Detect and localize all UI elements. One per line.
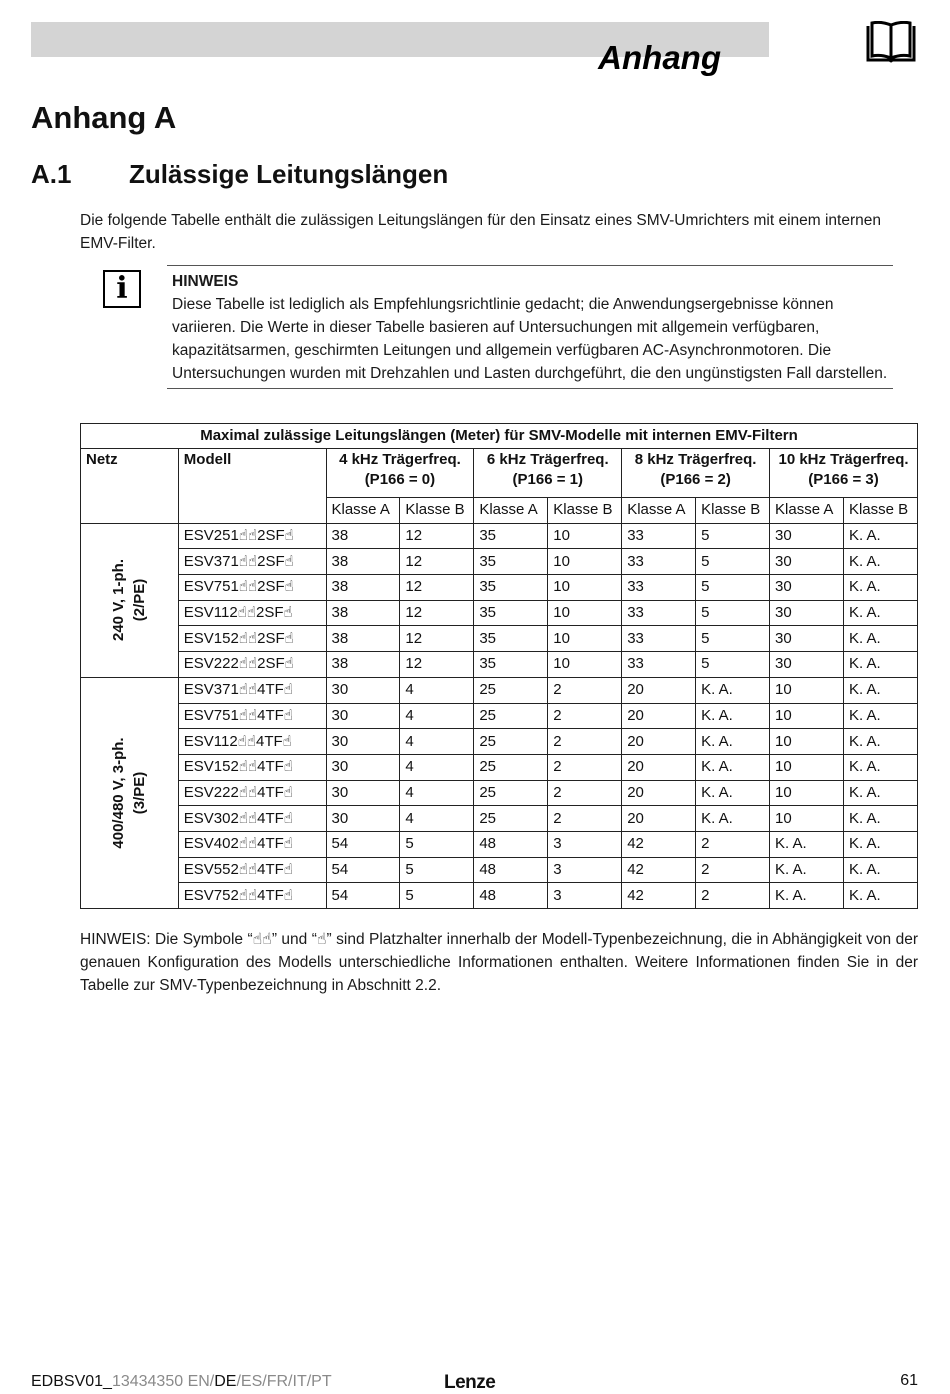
value-cell: 38 bbox=[326, 652, 400, 678]
value-cell: 35 bbox=[474, 575, 548, 601]
value-cell: 48 bbox=[474, 883, 548, 909]
value-cell: K. A. bbox=[696, 729, 770, 755]
value-cell: 12 bbox=[400, 575, 474, 601]
value-cell: 3 bbox=[548, 831, 622, 857]
value-cell: 10 bbox=[548, 652, 622, 678]
value-cell: 4 bbox=[400, 703, 474, 729]
value-cell: 10 bbox=[770, 677, 844, 703]
header-class-a: Klasse A bbox=[474, 498, 548, 524]
value-cell: 20 bbox=[622, 754, 696, 780]
netz-label: 400/480 V, 3-ph. (3/PE) bbox=[110, 737, 149, 849]
value-cell: 30 bbox=[326, 754, 400, 780]
model-cell: ESV402☝☝4TF☝ bbox=[178, 831, 326, 857]
table-row bbox=[81, 754, 918, 780]
value-cell: 20 bbox=[622, 703, 696, 729]
book-icon bbox=[865, 21, 917, 63]
value-cell: 38 bbox=[326, 523, 400, 549]
value-cell: 35 bbox=[474, 523, 548, 549]
value-cell: 33 bbox=[622, 600, 696, 626]
value-cell: 42 bbox=[622, 857, 696, 883]
value-cell: K. A. bbox=[843, 626, 917, 652]
value-cell: 2 bbox=[548, 780, 622, 806]
value-cell: 35 bbox=[474, 652, 548, 678]
value-cell: 3 bbox=[548, 883, 622, 909]
value-cell: 25 bbox=[474, 703, 548, 729]
value-cell: 30 bbox=[326, 703, 400, 729]
value-cell: 2 bbox=[696, 857, 770, 883]
table-row bbox=[81, 600, 918, 626]
value-cell: 2 bbox=[696, 831, 770, 857]
model-cell: ESV152☝☝2SF☝ bbox=[178, 626, 326, 652]
netz-group-cell bbox=[81, 523, 179, 677]
model-cell: ESV152☝☝4TF☝ bbox=[178, 754, 326, 780]
header-class-b: Klasse B bbox=[548, 498, 622, 524]
value-cell: 20 bbox=[622, 729, 696, 755]
value-cell: 20 bbox=[622, 806, 696, 832]
value-cell: 12 bbox=[400, 652, 474, 678]
header-class-b: Klasse B bbox=[400, 498, 474, 524]
value-cell: 25 bbox=[474, 806, 548, 832]
value-cell: 5 bbox=[400, 883, 474, 909]
value-cell: K. A. bbox=[843, 857, 917, 883]
value-cell: 30 bbox=[326, 780, 400, 806]
value-cell: 42 bbox=[622, 831, 696, 857]
value-cell: 12 bbox=[400, 600, 474, 626]
value-cell: K. A. bbox=[770, 831, 844, 857]
value-cell: 25 bbox=[474, 780, 548, 806]
value-cell: K. A. bbox=[843, 703, 917, 729]
value-cell: 2 bbox=[548, 729, 622, 755]
value-cell: 38 bbox=[326, 575, 400, 601]
value-cell: K. A. bbox=[843, 575, 917, 601]
table-row bbox=[81, 523, 918, 549]
header-class-a: Klasse A bbox=[326, 498, 400, 524]
table-row bbox=[81, 806, 918, 832]
value-cell: 30 bbox=[770, 626, 844, 652]
value-cell: 4 bbox=[400, 729, 474, 755]
value-cell: 30 bbox=[770, 523, 844, 549]
value-cell: 3 bbox=[548, 857, 622, 883]
table-row bbox=[81, 549, 918, 575]
netz-group-cell bbox=[81, 677, 179, 908]
value-cell: 54 bbox=[326, 857, 400, 883]
value-cell: 35 bbox=[474, 549, 548, 575]
model-cell: ESV222☝☝2SF☝ bbox=[178, 652, 326, 678]
value-cell: 10 bbox=[548, 549, 622, 575]
footer-doc-id: EDBSV01_13434350 EN/DE/ES/FR/IT/PT bbox=[31, 1373, 332, 1390]
model-cell: ESV371☝☝4TF☝ bbox=[178, 677, 326, 703]
value-cell: 10 bbox=[548, 600, 622, 626]
value-cell: 5 bbox=[696, 523, 770, 549]
value-cell: 20 bbox=[622, 677, 696, 703]
header-netz: Netz bbox=[81, 449, 179, 524]
value-cell: 10 bbox=[770, 806, 844, 832]
value-cell: 30 bbox=[770, 600, 844, 626]
header-class-a: Klasse A bbox=[770, 498, 844, 524]
model-cell: ESV751☝☝2SF☝ bbox=[178, 575, 326, 601]
value-cell: 12 bbox=[400, 523, 474, 549]
value-cell: 33 bbox=[622, 652, 696, 678]
page-number: 61 bbox=[900, 1372, 918, 1389]
value-cell: 12 bbox=[400, 626, 474, 652]
value-cell: 38 bbox=[326, 549, 400, 575]
value-cell: K. A. bbox=[843, 780, 917, 806]
section-heading bbox=[31, 156, 448, 192]
value-cell: 10 bbox=[770, 703, 844, 729]
header-freq-10khz: 10 kHz Trägerfreq. (P166 = 3) bbox=[770, 449, 918, 498]
value-cell: 42 bbox=[622, 883, 696, 909]
netz-label: 240 V, 1-ph. (2/PE) bbox=[110, 559, 149, 642]
header-class-a: Klasse A bbox=[622, 498, 696, 524]
table-caption-row bbox=[81, 424, 918, 449]
table-row bbox=[81, 626, 918, 652]
value-cell: 10 bbox=[770, 729, 844, 755]
table-row bbox=[81, 831, 918, 857]
value-cell: 38 bbox=[326, 600, 400, 626]
model-cell: ESV552☝☝4TF☝ bbox=[178, 857, 326, 883]
value-cell: K. A. bbox=[843, 677, 917, 703]
value-cell: 30 bbox=[326, 729, 400, 755]
value-cell: 48 bbox=[474, 831, 548, 857]
note-text: Diese Tabelle ist lediglich als Empfehlungsrichtlinie gedacht; die Anwendungsergebnisse können variieren. Die Werte in dieser Tabelle basieren auf Untersuchungen mit allgemein verfügbaren, kapazitätsarmen, geschirmten Leitungen und allgemein verfügbaren AC-Asynchronmotoren. Die Untersuchungen wurden mit Drehzahlen und Lasten durchgeführt, die den ungünstigsten Fall darstellen. bbox=[172, 296, 888, 382]
section-number: A.1 bbox=[31, 159, 72, 189]
table-row bbox=[81, 703, 918, 729]
table-row bbox=[81, 729, 918, 755]
header-freq-8khz: 8 kHz Trägerfreq. (P166 = 2) bbox=[622, 449, 770, 498]
model-cell: ESV222☝☝4TF☝ bbox=[178, 780, 326, 806]
table-row bbox=[81, 677, 918, 703]
value-cell: 48 bbox=[474, 857, 548, 883]
value-cell: 30 bbox=[770, 575, 844, 601]
value-cell: 4 bbox=[400, 780, 474, 806]
value-cell: 33 bbox=[622, 626, 696, 652]
lenze-logo: Lenze bbox=[444, 1372, 496, 1393]
value-cell: 4 bbox=[400, 754, 474, 780]
note-title: HINWEIS bbox=[172, 273, 239, 290]
cable-length-table bbox=[80, 423, 918, 909]
page-heading: Anhang A bbox=[31, 100, 177, 135]
value-cell: 30 bbox=[326, 677, 400, 703]
model-cell: ESV112☝☝2SF☝ bbox=[178, 600, 326, 626]
value-cell: 30 bbox=[770, 652, 844, 678]
value-cell: 25 bbox=[474, 677, 548, 703]
value-cell: K. A. bbox=[843, 883, 917, 909]
value-cell: 5 bbox=[400, 831, 474, 857]
model-cell: ESV302☝☝4TF☝ bbox=[178, 806, 326, 832]
header-title: Anhang bbox=[598, 39, 721, 76]
value-cell: K. A. bbox=[696, 677, 770, 703]
value-cell: K. A. bbox=[843, 831, 917, 857]
model-cell: ESV751☝☝4TF☝ bbox=[178, 703, 326, 729]
table-row bbox=[81, 883, 918, 909]
value-cell: 33 bbox=[622, 549, 696, 575]
header-freq-6khz: 6 kHz Trägerfreq. (P166 = 1) bbox=[474, 449, 622, 498]
value-cell: K. A. bbox=[696, 806, 770, 832]
value-cell: K. A. bbox=[843, 600, 917, 626]
header-class-b: Klasse B bbox=[696, 498, 770, 524]
value-cell: K. A. bbox=[843, 806, 917, 832]
value-cell: K. A. bbox=[843, 729, 917, 755]
value-cell: 25 bbox=[474, 754, 548, 780]
note-box bbox=[167, 265, 893, 389]
value-cell: 5 bbox=[400, 857, 474, 883]
value-cell: 20 bbox=[622, 780, 696, 806]
value-cell: K. A. bbox=[696, 780, 770, 806]
value-cell: K. A. bbox=[843, 652, 917, 678]
value-cell: K. A. bbox=[696, 754, 770, 780]
value-cell: K. A. bbox=[770, 883, 844, 909]
value-cell: 35 bbox=[474, 626, 548, 652]
table-row bbox=[81, 652, 918, 678]
info-icon: i bbox=[103, 270, 141, 308]
model-cell: ESV371☝☝2SF☝ bbox=[178, 549, 326, 575]
value-cell: 4 bbox=[400, 677, 474, 703]
value-cell: 5 bbox=[696, 652, 770, 678]
value-cell: 30 bbox=[770, 549, 844, 575]
value-cell: 2 bbox=[548, 754, 622, 780]
value-cell: K. A. bbox=[843, 523, 917, 549]
value-cell: 5 bbox=[696, 600, 770, 626]
value-cell: 12 bbox=[400, 549, 474, 575]
value-cell: 54 bbox=[326, 831, 400, 857]
footnote: HINWEIS: Die Symbole “☝☝” und “☝” sind Platzhalter innerhalb der Modell-Typenbezeichnung, die in Abhängigkeit von der genauen Konfiguration des Modells unterschiedliche Informationen enthalten. Weitere Informationen finden Sie in der Tabelle zur SMV-Typenbezeichnung in Abschnitt 2.2. bbox=[80, 931, 918, 994]
value-cell: 30 bbox=[326, 806, 400, 832]
model-cell: ESV752☝☝4TF☝ bbox=[178, 883, 326, 909]
value-cell: K. A. bbox=[770, 857, 844, 883]
value-cell: 4 bbox=[400, 806, 474, 832]
value-cell: 5 bbox=[696, 626, 770, 652]
section-title: Zulässige Leitungslängen bbox=[129, 159, 449, 189]
header-freq-4khz: 4 kHz Trägerfreq. (P166 = 0) bbox=[326, 449, 474, 498]
header-modell: Modell bbox=[178, 449, 326, 524]
value-cell: K. A. bbox=[843, 549, 917, 575]
value-cell: 10 bbox=[548, 523, 622, 549]
value-cell: 10 bbox=[548, 626, 622, 652]
table-row bbox=[81, 780, 918, 806]
value-cell: 5 bbox=[696, 549, 770, 575]
value-cell: 54 bbox=[326, 883, 400, 909]
value-cell: 10 bbox=[548, 575, 622, 601]
value-cell: 2 bbox=[548, 806, 622, 832]
header-class-b: Klasse B bbox=[843, 498, 917, 524]
value-cell: 33 bbox=[622, 523, 696, 549]
model-cell: ESV112☝☝4TF☝ bbox=[178, 729, 326, 755]
value-cell: 2 bbox=[548, 703, 622, 729]
value-cell: 35 bbox=[474, 600, 548, 626]
value-cell: 10 bbox=[770, 754, 844, 780]
value-cell: 2 bbox=[696, 883, 770, 909]
value-cell: 38 bbox=[326, 626, 400, 652]
table-header-row bbox=[81, 449, 918, 498]
value-cell: 5 bbox=[696, 575, 770, 601]
value-cell: 10 bbox=[770, 780, 844, 806]
intro-paragraph: Die folgende Tabelle enthält die zulässigen Leitungslängen für den Einsatz eines SMV-Umrichters mit einem internen EMV-Filter. bbox=[80, 212, 882, 252]
value-cell: K. A. bbox=[696, 703, 770, 729]
model-cell: ESV251☝☝2SF☝ bbox=[178, 523, 326, 549]
table-row bbox=[81, 575, 918, 601]
value-cell: 25 bbox=[474, 729, 548, 755]
table-caption: Maximal zulässige Leitungslängen (Meter) für SMV-Modelle mit internen EMV-Filtern bbox=[81, 424, 918, 449]
value-cell: 33 bbox=[622, 575, 696, 601]
value-cell: 2 bbox=[548, 677, 622, 703]
value-cell: K. A. bbox=[843, 754, 917, 780]
table-row bbox=[81, 857, 918, 883]
